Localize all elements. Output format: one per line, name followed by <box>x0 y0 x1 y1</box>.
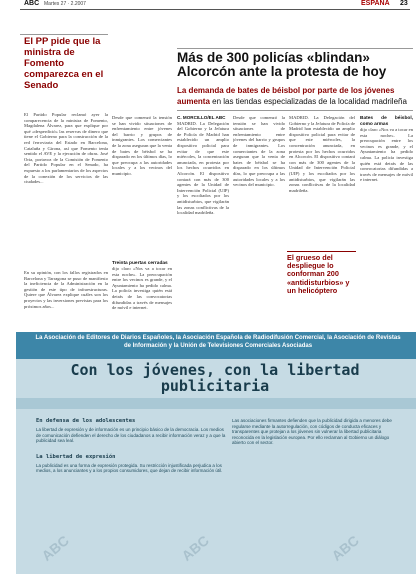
inner-lower-text: dijo claro «Nos va a tocar en esta noche». La preocupación entre los vecinos es grande, y el Ayuntamiento ha pedido calma. La policía investiga quién está detrás de las convocatorias difundidas a través de mensajes de móvil e internet. <box>112 266 172 311</box>
article-column-3 <box>289 115 355 247</box>
watermark-stamp: ABC <box>328 532 362 564</box>
ad-left-column <box>36 418 226 474</box>
subhead-bold: La demanda de bates de béisbol por parte de los jóvenes aumenta <box>177 86 395 106</box>
column-1-text: MADRID. La Delegación del Gobierno y la Jefatura de Policía de Madrid han establecido un amplio dispositivo policial para evitar de que este miércoles, la concentración anunciada, en protesta por los hechos ocurridos en Alcorcón. El dispositivo contará con más de 300 agentes de la Unidad de Intervención Policial (UIP) y los escoltados por los antidisturbios, que vigilarán las zonas conflictivas de la localidad madrileña. <box>177 120 229 216</box>
inner-subhead: Treinta puertas cerradas <box>112 261 168 266</box>
article-column-4 <box>360 115 413 325</box>
sidebar-headline: El PP pide que la ministra de Fomento comparezca en el Senado <box>24 36 104 91</box>
column-4-text: dijo claro «Nos va a tocar en esta noche». La preocupación entre los vecinos es grande, y el Ayuntamiento ha pedido calma. La policía investiga quién está detrás de las convocatorias difundidas a través de mensajes de móvil e internet. <box>360 127 413 183</box>
sidebar-body: El Partido Popular reclamó ayer la comparecencia de la ministra de Fomento, Magdalena Álvarez, para que explique por qué «desperdició» las reservas de dinero que tiene el Gobierno para la construcción de la red ferroviaria del Estado en Barcelona, Cataluña y Girona, así que Fomento tenía sentido el AVE y la ejecución de obras. José Oria, portavoz de la Comisión de Fomento del Partido Popular en el Senado, ha expuesto a los parlamentarios de los aspectos de la conexión de los servicios de las ciudades... <box>24 112 108 185</box>
column-3-text: MADRID. La Delegación del Gobierno y la Jefatura de Policía de Madrid han establecido un amplio dispositivo policial para evitar de que este miércoles, la concentración anunciada, en protesta por los hechos ocurridos en Alcorcón. El dispositivo contará con más de 300 agentes de la Unidad de Intervención Policial (UIP) y los escoltados por los antidisturbios, que vigilarán las zonas conflictivas de la localidad madrileña. <box>289 115 355 193</box>
article-column-1 <box>177 115 229 325</box>
column-4-subhead: Bates de béisbol, como armas <box>360 116 413 127</box>
ad-title: Con los jóvenes, con la libertad publicitaria <box>70 361 360 395</box>
byline: C. MORCILLO/EL ABC <box>177 115 226 120</box>
section-name: ESPAÑA <box>361 0 390 7</box>
highlight-rule <box>287 251 356 252</box>
inner-column <box>112 115 172 255</box>
watermark-stamp: ABC <box>178 532 212 564</box>
ad-left-text-1: La libertad de expresión y de información es un principio básico de la democracia. Los medios de comunicación defienden el derecho de los ciudadanos a recibir información veraz y a que la publicidad sea leal. <box>36 427 226 443</box>
article-column-2 <box>233 115 285 325</box>
page-number: 23 <box>400 0 408 7</box>
sidebar-body-continued: En su opinión, con los fallos registrados en Barcelona y Tarragona se puso de manifiesto la ineficiencia de la Administración en la gestión de este tipo de infraestructuras. Quiere que Álvarez explique cuáles son los proyectos y las inversiones previstas para los próximos años... <box>24 270 108 309</box>
ad-left-heading-2: La libertad de expresión <box>36 453 116 460</box>
sidebar-rule <box>20 34 108 35</box>
article-subhead <box>177 85 413 107</box>
article-top-rule <box>177 48 413 49</box>
newspaper-logo: ABC <box>24 0 40 7</box>
pull-quote: El grueso del despliegue lo conforman 200 «antidisturbios» y un helicóptero <box>287 253 350 295</box>
ad-right-column: Las asociaciones firmantes defienden que la publicidad dirigida a menores debe regularse mediante la autorregulación, con códigos de conducta eficaces y transparentes que protejan a los jóvenes sin vulnerar la libertad publicitaria reconocida en la legislación europea. Por ello reclaman al Gobierno un diálogo abierto con el sector. <box>232 418 392 445</box>
watermark-stamp: ABC <box>38 532 72 564</box>
header-rule <box>20 9 410 10</box>
column-2-text: Desde que comenzó la tensión se han vivido situaciones de enfrentamiento entre jóvenes del barrio y grupos de inmigrantes. Los comerciantes de la zona aseguran que la venta de bates de béisbol se ha disparado en los últimos días, lo que preocupa a las autoridades locales y a los vecinos del municipio. <box>233 115 285 188</box>
subhead-rule <box>177 110 413 111</box>
ad-left-text-2: La publicidad es una forma de expresión protegida. Su restricción injustificada perjudica a los medios, a los anunciantes y a los propios consumidores, que dejan de recibir información útil. <box>36 462 223 473</box>
subhead-rest: en las tiendas especializadas de la localidad madrileña <box>212 97 407 106</box>
ad-intro: La Asociación de Editores de Diarios Españoles, la Asociación Española de Radiodifusión Comercial, la Asociación de Revistas de Información y la Unión de Televisiones Comerciales Asociadas <box>35 335 401 349</box>
inner-column-text: Desde que comenzó la tensión se han vivido situaciones de enfrentamiento entre jóvenes del barrio y grupos de inmigrantes. Los comerciantes de la zona aseguran que la venta de bates de béisbol se ha disparado en los últimos días, lo que preocupa a las autoridades locales y a los vecinos del municipio. <box>112 115 172 176</box>
ad-left-heading-1: En defensa de los adolescentes <box>36 418 136 424</box>
inner-column-lower <box>112 260 172 328</box>
article-headline: Más de 300 policías «blindan» Alcorcón ante la protesta de hoy <box>177 50 387 79</box>
issue-date: Martes 27 · 2.2007 <box>44 1 86 7</box>
ad-strip <box>16 398 416 409</box>
